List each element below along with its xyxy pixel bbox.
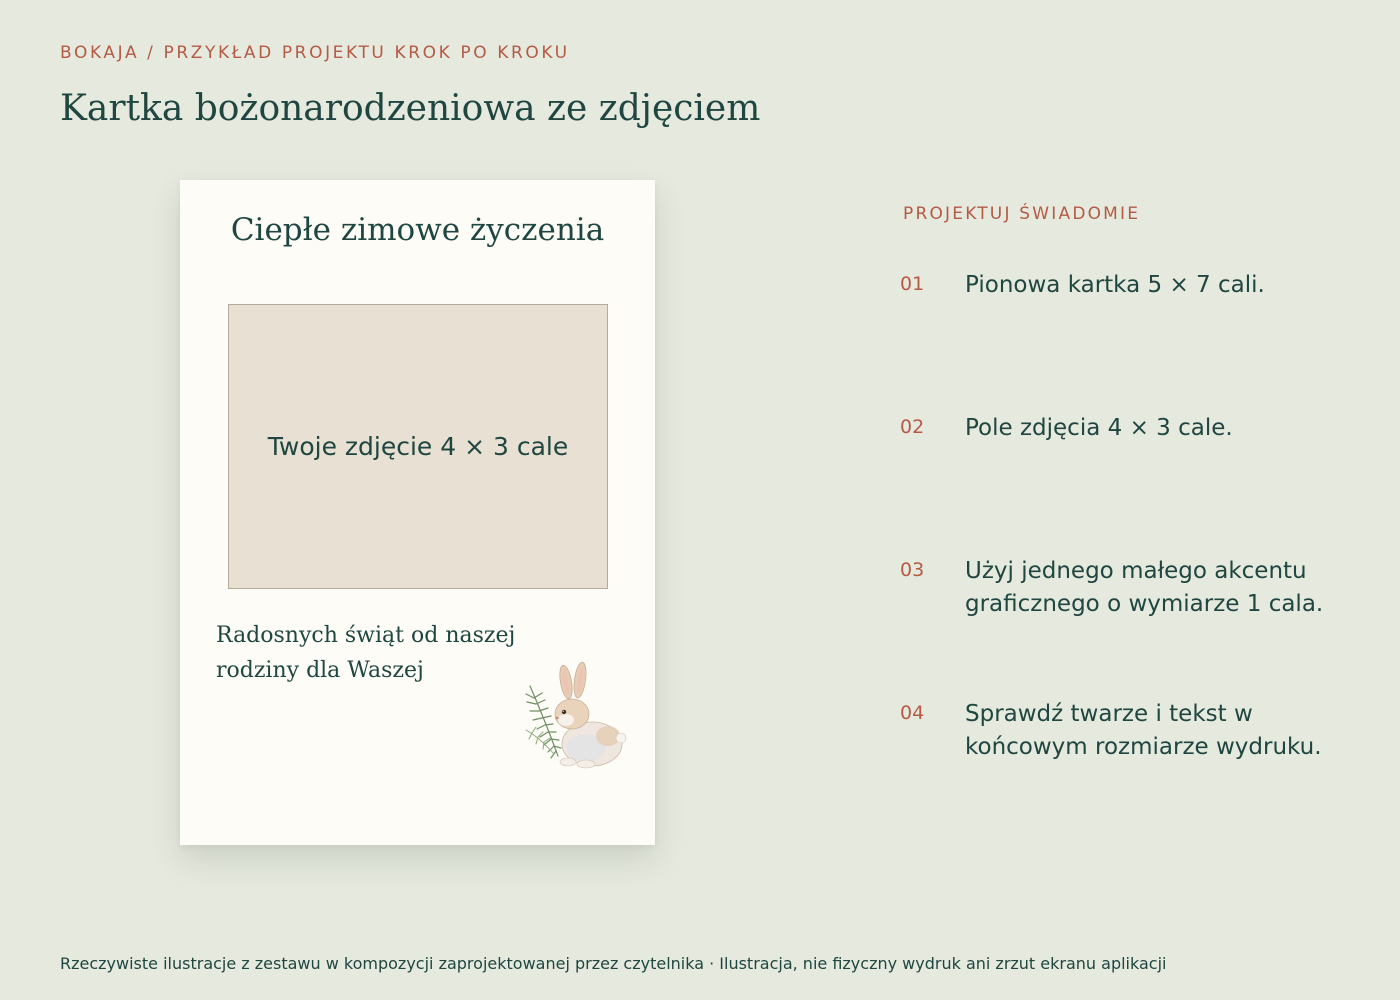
step-number: 01 [900,273,925,295]
step-text: Pionowa kartka 5 × 7 cali. [965,272,1265,298]
card-greeting: Radosnych świąt od naszej rodziny dla Waszej [216,623,516,683]
step-number: 02 [900,416,925,438]
guide-section-label: PROJEKTUJ ŚWIADOMIE [903,204,1141,224]
christmas-card-preview [180,180,655,845]
step-number: 04 [900,702,925,724]
card-heading: Ciepłe zimowe życzenia [230,212,605,248]
step-text: Sprawdź twarze i tekst w końcowym rozmiarze wydruku. [965,701,1322,760]
bunny-illustration [524,658,636,774]
page-title: Kartka bożonarodzeniowa ze zdjęciem [60,88,761,129]
step-text: Pole zdjęcia 4 × 3 cale. [965,415,1233,441]
footer-note: Rzeczywiste ilustracje z zestawu w kompozycji zaprojektowanej przez czytelnika · Ilustracja, nie fizyczny wydruk ani zrzut ekranu aplikacji [60,954,1167,973]
photo-placeholder-label: Twoje zdjęcie 4 × 3 cale [267,432,569,461]
step-text: Użyj jednego małego akcentu graficznego o wymiarze 1 cala. [965,558,1324,617]
step-number: 03 [900,559,925,581]
photo-placeholder [228,304,608,589]
breadcrumb: BOKAJA / PRZYKŁAD PROJEKTU KROK PO KROKU [60,43,570,63]
